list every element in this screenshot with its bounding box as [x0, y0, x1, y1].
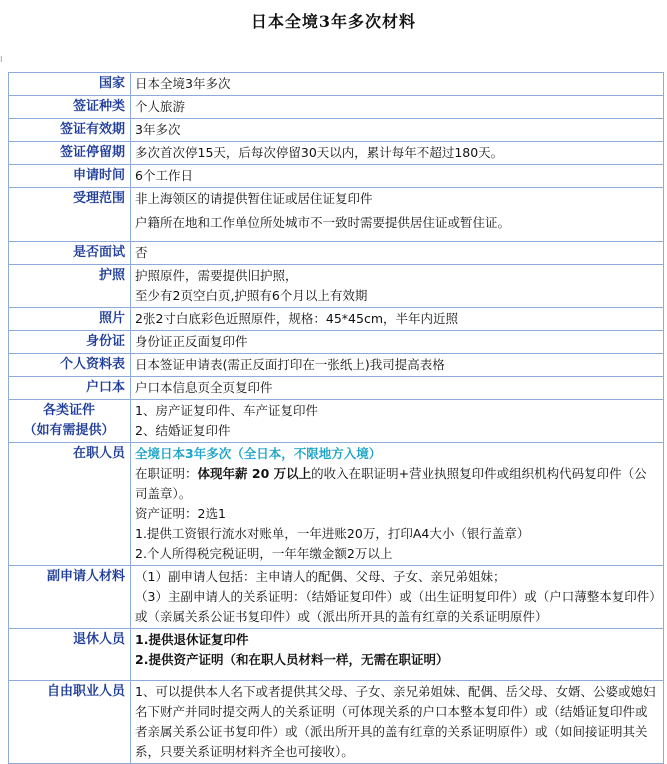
table-row-certificates: [9, 400, 664, 443]
value-employed: 全境日本3年多次（全日本，不限地方入境） 在职证明：体现年薪 20 万以上的收入在职证明+营业执照复印件或组织机构代码复印件（公司盖章）。 资产证明：2选1 1.提供工资银行流水对账单，一年进账20万，打印A4大小（银行盖章） 2.个人所得税完税证明，一年年缴金额2万以上: [131, 443, 664, 566]
table-row-interview: [9, 242, 664, 265]
value-retired: 1.提供退休证复印件 2.提供资产证明（和在职人员材料一样，无需在职证明）: [131, 629, 664, 681]
label-validity: 签证有效期: [9, 119, 131, 142]
table-row-employed: [9, 443, 664, 566]
label-hukou: 户口本: [9, 377, 131, 400]
value-certificates: 1、房产证复印件、车产证复印件 2、结婚证复印件: [131, 400, 664, 443]
label-retired: 退休人员: [9, 629, 131, 681]
label-certificates: 各类证件 （如有需提供）: [9, 400, 131, 443]
table-row-hukou: [9, 377, 664, 400]
value-validity: 3年多次: [131, 119, 664, 142]
table-row-freelancer: [9, 681, 664, 764]
page-title: 日本全境3年多次材料: [250, 12, 417, 31]
label-processing: 申请时间: [9, 165, 131, 188]
value-passport: 护照原件，需要提供旧护照， 至少有2页空白页,护照有6个月以上有效期: [131, 265, 664, 308]
label-stay: 签证停留期: [9, 142, 131, 165]
table-row-id-card: [9, 331, 664, 354]
value-interview: 否: [131, 242, 664, 265]
table-row-form: [9, 354, 664, 377]
label-employed: 在职人员: [9, 443, 131, 566]
table-row-visa-type: [9, 96, 664, 119]
label-id-card: 身份证: [9, 331, 131, 354]
value-scope: 非上海领区的请提供暂住证或居住证复印件 户籍所在地和工作单位所处城市不一致时需要提供居住证或暂住证。: [131, 188, 664, 242]
materials-table: [8, 72, 664, 764]
label-photo: 照片: [9, 308, 131, 331]
label-passport: 护照: [9, 265, 131, 308]
value-visa-type: 个人旅游: [131, 96, 664, 119]
table-row-photo: [9, 308, 664, 331]
employed-income: 在职证明：体现年薪 20 万以上的收入在职证明+营业执照复印件或组织机构代码复印件（公司盖章）。: [135, 466, 647, 501]
table-row-retired: [9, 629, 664, 681]
label-interview: 是否面试: [9, 242, 131, 265]
value-freelancer: 1、可以提供本人名下或者提供其父母、子女、亲兄弟姐妹、配偶、岳父母、女婿、公婆或媳妇名下财产并同时提交两人的关系证明（可体现关系的户口本整本复印件）或（结婚证复印件或者亲属关系公证书复印件）或（派出所开具的盖有红章的关系证明原件）或（如间接证明其关系，只要关系证明材料齐全也可接收）。: [131, 681, 664, 764]
value-form: 日本签证申请表(需正反面打印在一张纸上)我司提高表格: [131, 354, 664, 377]
label-freelancer: 自由职业人员: [9, 681, 131, 764]
value-hukou: 户口本信息页全页复印件: [131, 377, 664, 400]
value-co-applicant: （1）副申请人包括：主申请人的配偶、父母、子女、亲兄弟姐妹； （3）主副申请人的关系证明：（结婚证复印件）或（出生证明复印件）或（户口薄整本复印件）或（亲属关系公证书复印件）或（派出所开具的盖有红章的关系证明原件）: [131, 566, 664, 629]
table-row-passport: [9, 265, 664, 308]
table-row-country: [9, 73, 664, 96]
table-row-validity: [9, 119, 664, 142]
table-row-co-applicant: [9, 566, 664, 629]
value-id-card: 身份证正反面复印件: [131, 331, 664, 354]
label-form: 个人资料表: [9, 354, 131, 377]
employed-highlight: 全境日本3年多次（全日本，不限地方入境）: [135, 446, 382, 461]
value-photo: 2张2寸白底彩色近照原件，规格：45*45cm，半年内近照: [131, 308, 664, 331]
value-processing: 6个工作日: [131, 165, 664, 188]
table-row-scope: [9, 188, 664, 242]
corner-mark: ⁝: [0, 55, 3, 64]
value-country: 日本全境3年多次: [131, 73, 664, 96]
table-row-stay: [9, 142, 664, 165]
table-row-processing: [9, 165, 664, 188]
label-country: 国家: [9, 73, 131, 96]
value-stay: 多次首次停15天，后每次停留30天以内，累计每年不超过180天。: [131, 142, 664, 165]
label-visa-type: 签证种类: [9, 96, 131, 119]
label-co-applicant: 副申请人材料: [9, 566, 131, 629]
label-scope: 受理范围: [9, 188, 131, 242]
